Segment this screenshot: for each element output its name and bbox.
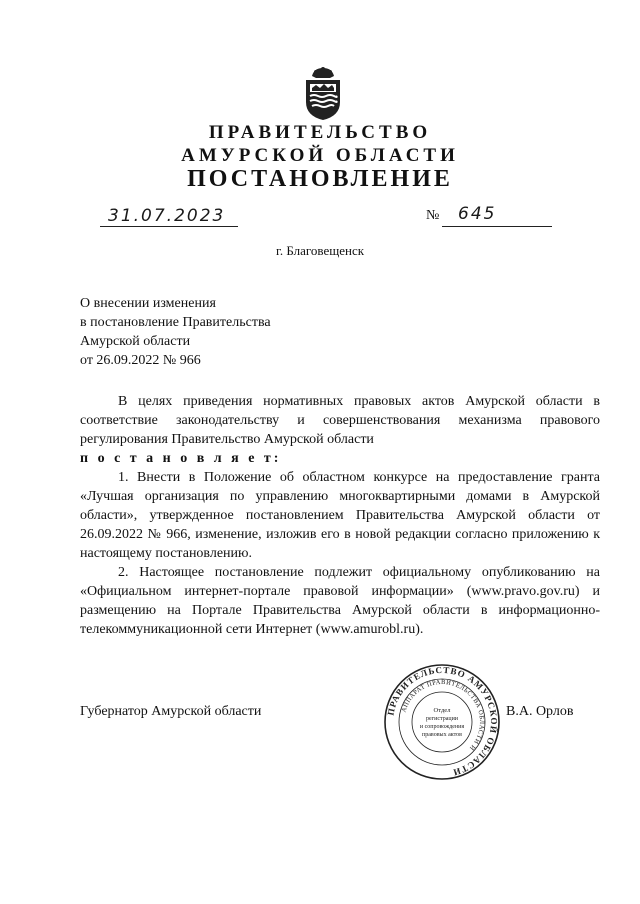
document-number: 645 [458,204,497,224]
signatory-title: Губернатор Амурской области [80,704,262,719]
subject-line: в постановление Правительства [80,315,271,330]
date-underline [100,226,238,227]
government-title: ПРАВИТЕЛЬСТВО [208,122,432,143]
amur-coat-of-arms-icon [302,66,344,122]
seal-center-line: правовых актов [422,732,462,738]
seal-inner-ring-text: АППАРАТ ПРАВИТЕЛЬСТВА ОБЛАСТИ И [400,678,486,752]
subject-line: О внесении изменения [80,296,216,311]
seal-center-line: и сопровождения [419,724,465,730]
resolves-heading: п о с т а н о в л я е т: [80,451,282,466]
document-type: ПОСТАНОВЛЕНИЕ [187,166,453,192]
signatory-name: В.А. Орлов [506,704,574,719]
item-1-paragraph: 1. Внести в Положение об областном конкурсе на предоставление гранта «Лучшая организация по управлению многоквартирными домами в Амурской области», утвержденное постановлением Правительства Амурской области от 26.09.2022 № 966, изменение, изложив его в новой редакции согласно приложению к настоящему постановлению. [80,470,600,561]
document-subject [80,294,271,370]
subject-line: от 26.09.2022 № 966 [80,353,201,368]
seal-outer-text: ПРАВИТЕЛЬСТВО АМУРСКОЙ ОБЛАСТИ [385,664,500,778]
number-underline [442,226,552,227]
region-title: АМУРСКОЙ ОБЛАСТИ [181,145,459,166]
official-seal [382,662,502,782]
preamble-paragraph: В целях приведения нормативных правовых актов Амурской области в соответствие законодательству и совершенствования механизма правового регулирования Правительство Амурской области [80,394,600,447]
subject-line: Амурской области [80,334,191,349]
number-sign: № [426,208,440,223]
item-2-paragraph: 2. Настоящее постановление подлежит официальному опубликованию на «Официальном интернет-портале правовой информации» (www.pravo.gov.ru) и размещению на Портале Правительства Амурской области в информационно-телекоммуникационной сети Интернет (www.amurobl.ru). [80,565,600,637]
document-body [80,392,600,639]
seal-center-line: регистрации [426,716,458,722]
seal-center-line: Отдел [433,707,451,714]
city: г. Благовещенск [275,243,365,258]
document-date: 31.07.2023 [108,206,226,226]
